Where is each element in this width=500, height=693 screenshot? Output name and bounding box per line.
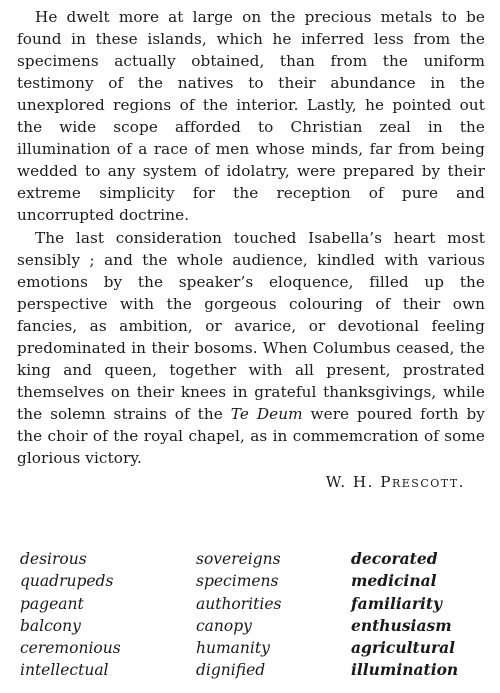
author-attribution bbox=[17, 473, 485, 491]
word-list-item: enthusiasm bbox=[351, 615, 452, 635]
te-deum-italic: Te Deum bbox=[230, 405, 303, 423]
word-list-item: pageant bbox=[20, 594, 84, 613]
pronunciation-word-list bbox=[20, 548, 480, 682]
paragraph-2-text-start: The last consideration touched Isabella’s heart most sensibly ; and the whole audience, kindled with various emotions by the speaker’s eloquence, filled up the perspective with the gorgeous colouring of their own fancies, as ambition, or avarice, or devotional feeling predominated in their bosoms. When Columbus ceased, the king and queen, together with all present, prostrated themselves on their knees in grateful thanksgivings, while the solemn strains of the bbox=[17, 229, 485, 423]
word-list-item: authorities bbox=[196, 594, 282, 613]
author-initials: W. H. bbox=[325, 473, 374, 491]
word-list-item: illumination bbox=[351, 660, 459, 680]
word-list-item: sovereigns bbox=[196, 550, 281, 568]
word-list-item: dignified bbox=[196, 661, 266, 680]
document-page bbox=[17, 6, 485, 491]
paragraph-2-text-end: were poured forth by the choir of the royal chapel, as in commemcration of some glorious victory. bbox=[17, 405, 485, 467]
word-list-item: agricultural bbox=[351, 638, 456, 658]
word-list-item: desirous bbox=[20, 550, 87, 568]
word-list-item: medicinal bbox=[351, 571, 437, 591]
word-list-item: specimens bbox=[196, 572, 279, 591]
word-list-item: ceremonious bbox=[20, 639, 121, 658]
word-list-item: balcony bbox=[20, 616, 81, 635]
word-list-item: canopy bbox=[196, 616, 252, 635]
passage-paragraph-1: He dwelt more at large on the precious metals to be found in these islands, which he inferred less from the specimens actually obtained, than from the uniform testimony of the natives to their abundance in the unexplored regions of the interior. Lastly, he pointed out the wide scope afforded to Christian zeal in the illumination of a race of men whose minds, far from being wedded to any system of idolatry, were prepared by their extreme simplicity for the reception of pure and uncorrupted doctrine. bbox=[17, 8, 485, 224]
word-list-item: decorated bbox=[351, 549, 438, 568]
author-surname: Prescott. bbox=[380, 473, 465, 491]
word-list-item: intellectual bbox=[20, 661, 109, 680]
passage-paragraph-2 bbox=[17, 227, 485, 469]
word-list-item: quadrupeds bbox=[20, 572, 114, 591]
word-list-item: humanity bbox=[196, 639, 270, 658]
word-list-item: familiarity bbox=[351, 593, 443, 613]
